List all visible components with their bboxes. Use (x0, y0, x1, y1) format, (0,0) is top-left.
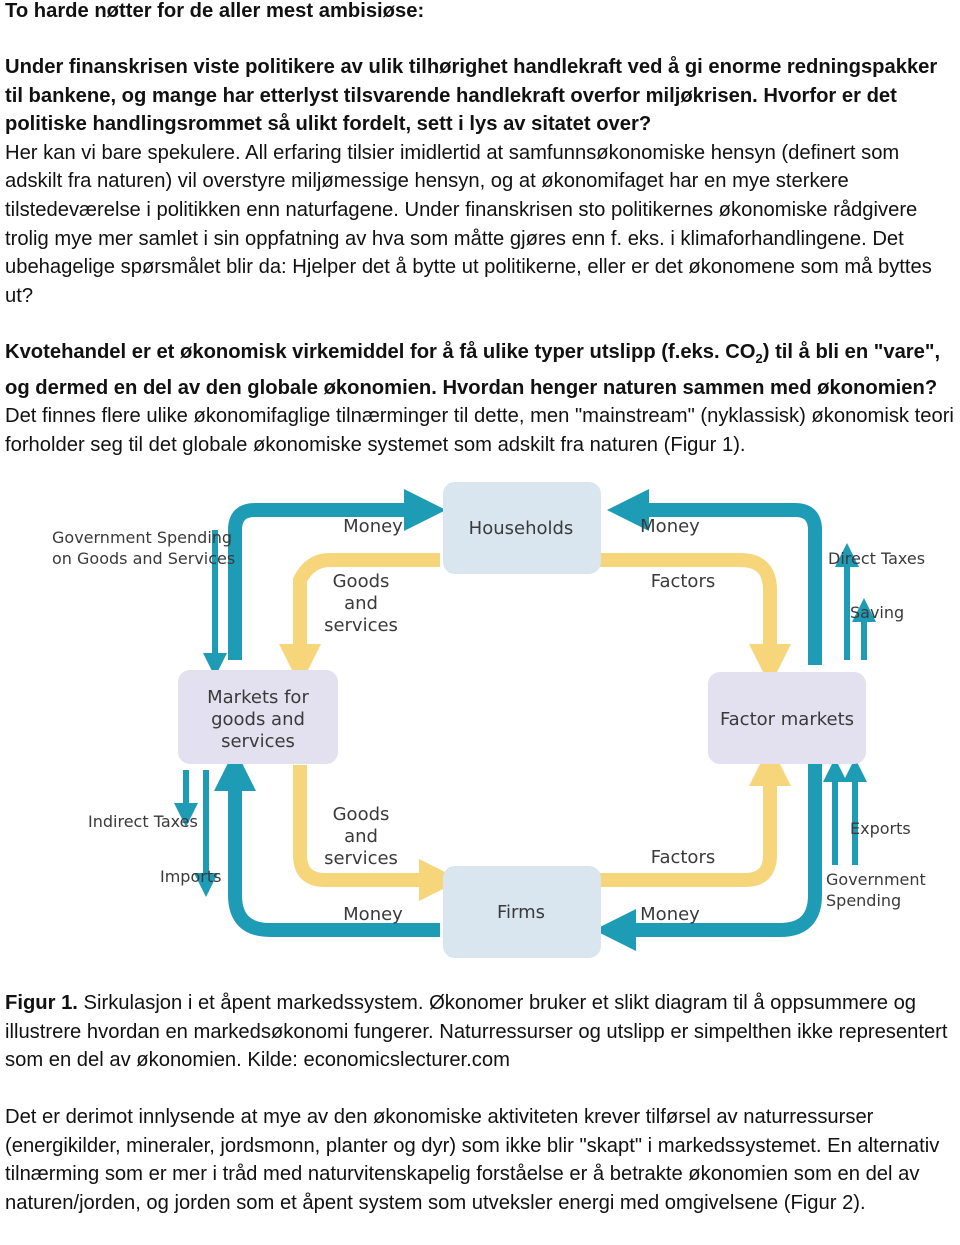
section-heading: To harde nøtter for de aller mest ambisiøse: (5, 0, 425, 22)
question-2-part-b: ) til å bli en "vare", og dermed en del av den globale økonomien. Hvordan henger naturen sammen med økonomien? (5, 341, 941, 399)
markets-goods-label-1: Markets for (207, 687, 309, 708)
question-1-block (5, 53, 957, 310)
question-2-part-a: Kvotehandel er et økonomisk virkemiddel for å få ulike typer utslipp (f.eks. CO (5, 341, 756, 363)
goods-label-top-2: and (344, 593, 378, 614)
caption-label: Figur 1. (5, 992, 78, 1014)
co2-subscript: 2 (755, 351, 763, 367)
money-label-top-right: Money (640, 516, 700, 537)
firms-label: Firms (496, 902, 546, 923)
factors-label-top: Factors (650, 571, 716, 592)
answer-1: Her kan vi bare spekulere. All erfaring tilsier imidlertid at samfunnsøkonomiske hensyn (definert som adskilt fra naturen) vil overstyre miljømessige hensyn, og at økonomifaget har en mye sterkere tilstedeværelse i politikken enn naturfagene. Under finanskrisen sto politikernes økonomiske rådgivere trolig mye mer samlet i sin oppfatning av hva som måtte gjøres enn f. eks. i klimaforhandlingene. Det ubehagelige spørsmålet blir da: Hjelper det å bytte ut politikerne, eller er det økonomene som må byttes ut? (5, 141, 932, 307)
goods-label-top-1: Goods (332, 571, 390, 592)
circular-flow-diagram (0, 470, 960, 970)
households-label: Households (468, 518, 574, 539)
gov-spending-goods-label-2: on Goods and Services (52, 549, 236, 568)
caption-text: Sirkulasjon i et åpent markedssystem. Økonomer bruker et slikt diagram til å oppsummere og illustrere hvordan en markedsøkonomi fungerer. Naturressurser og utslipp er simpelthen ikke representert som en del av økonomien. Kilde: economicslecturer.com (5, 992, 948, 1072)
money-label-bottom-left: Money (343, 904, 403, 925)
answer-2: Det finnes flere ulike økonomifaglige tilnærminger til dette, men "mainstream" (nyklassisk) økonomisk teori forholder seg til det globale økonomiske systemet som adskilt fra naturen (Figur 1). (5, 405, 954, 456)
exports-label: Exports (850, 819, 911, 838)
factors-label-bottom: Factors (650, 847, 716, 868)
saving-label: Saving (850, 603, 905, 622)
government-spending-label-1: Government (826, 870, 926, 889)
final-paragraph: Det er derimot innlysende at mye av den økonomiske aktiviteten krever tilførsel av naturressurser (energikilder, mineraler, jordsmonn, planter og dyr) som ikke blir "skapt" i markedssystemet. En alternativ tilnærming som er mer i tråd med naturvitenskapelig forståelse er å betrakte økonomien som en del av naturen/jorden, og jorden som et åpent system som utveksler energi med omgivelsene (Figur 2). (5, 1106, 940, 1214)
goods-label-bottom-2: and (344, 826, 378, 847)
goods-label-top-3: services (324, 615, 398, 636)
factor-markets-label: Factor markets (719, 709, 855, 730)
markets-goods-label-3: services (221, 731, 295, 752)
money-label-top-left: Money (343, 516, 403, 537)
markets-goods-label-2: goods and (211, 709, 305, 730)
goods-label-bottom-1: Goods (332, 804, 390, 825)
government-spending-label-2: Spending (826, 891, 902, 910)
figure-caption (5, 989, 957, 1075)
goods-label-bottom-3: services (324, 848, 398, 869)
indirect-taxes-label: Indirect Taxes (88, 812, 198, 831)
gov-spending-goods-label-1: Government Spending (52, 528, 233, 547)
question-2-block (5, 338, 957, 459)
money-label-bottom-right: Money (640, 904, 700, 925)
question-1: Under finanskrisen viste politikere av ulik tilhørighet handlekraft ved å gi enorme redningspakker til bankene, og mange har etterlyst tilsvarende handlekraft overfor miljøkrisen. Hvorfor er det politiske handlingsrommet så ulikt fordelt, sett i lys av sitatet over? (5, 56, 938, 136)
direct-taxes-label: Direct Taxes (828, 549, 926, 568)
imports-label: Imports (160, 867, 222, 886)
